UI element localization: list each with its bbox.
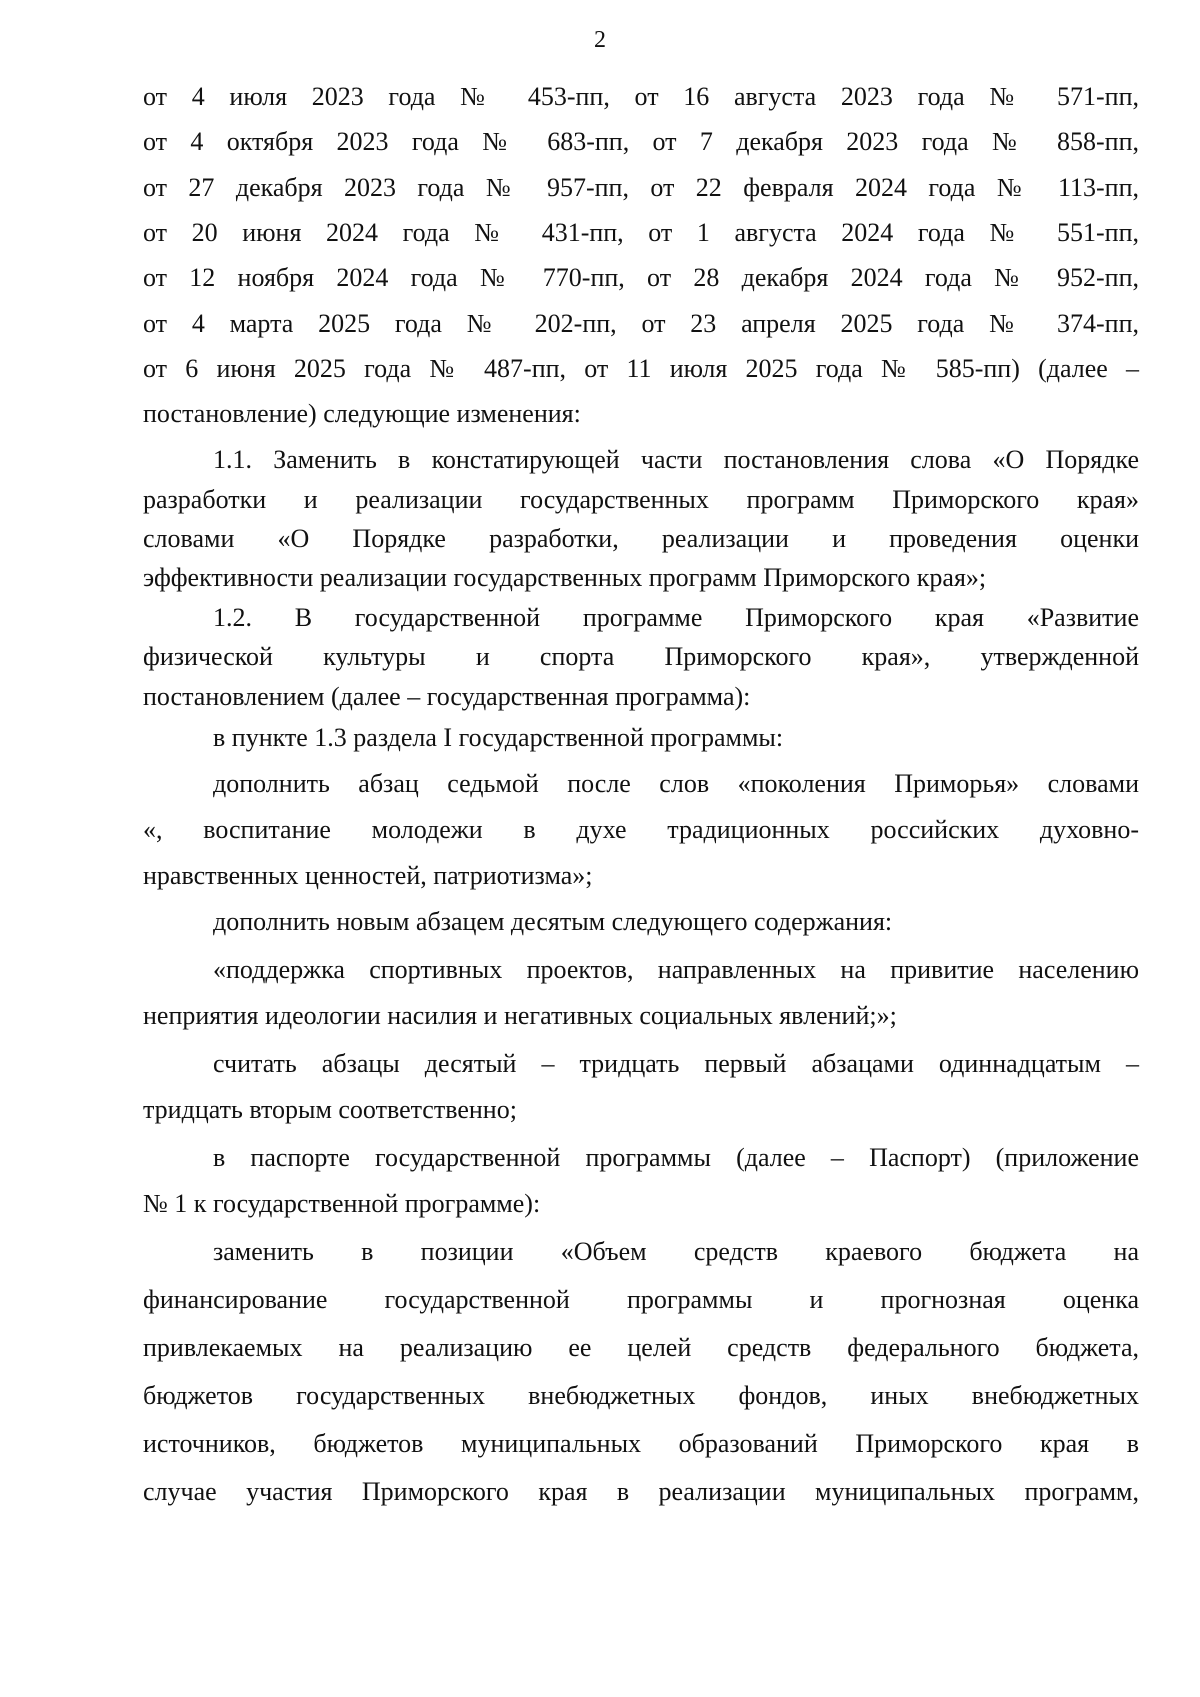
text-line: 1.1. Заменить в констатирующей части постановления слова «О Порядке — [213, 445, 1139, 474]
text-line: в паспорте государственной программы (далее – Паспорт) (приложение — [213, 1143, 1139, 1172]
text-line: от 4 июля 2023 года № 453-пп, от 16 августа 2023 года № 571-пп, — [143, 82, 1139, 111]
text-line: «поддержка спортивных проектов, направленных на привитие населению — [213, 955, 1139, 984]
text-line: эффективности реализации государственных программ Приморского края»; — [143, 563, 987, 592]
text-line: № 1 к государственной программе): — [143, 1189, 541, 1218]
text-line: от 27 декабря 2023 года № 957-пп, от 22 февраля 2024 года № 113-пп, — [143, 173, 1139, 202]
text-line: случае участия Приморского края в реализации муниципальных программ, — [143, 1477, 1139, 1506]
text-line: считать абзацы десятый – тридцать первый абзацами одиннадцатым – — [213, 1049, 1139, 1078]
text-line: от 6 июня 2025 года № 487-пп, от 11 июля 2025 года № 585-пп) (далее – — [143, 354, 1139, 383]
text-line: словами «О Порядке разработки, реализации и проведения оценки — [143, 524, 1139, 553]
text-line: привлекаемых на реализацию ее целей средств федерального бюджета, — [143, 1333, 1139, 1362]
text-line: постановление) следующие изменения: — [143, 399, 581, 428]
text-line: финансирование государственной программы и прогнозная оценка — [143, 1285, 1139, 1314]
text-line: физической культуры и спорта Приморского края», утвержденной — [143, 642, 1139, 671]
page-number: 2 — [594, 27, 606, 53]
text-line: «, воспитание молодежи в духе традиционных российских духовно- — [143, 815, 1139, 844]
text-line: от 4 марта 2025 года № 202-пп, от 23 апреля 2025 года № 374-пп, — [143, 309, 1139, 338]
text-line: разработки и реализации государственных программ Приморского края» — [143, 485, 1139, 514]
text-line: 1.2. В государственной программе Приморского края «Развитие — [213, 603, 1139, 632]
text-line: источников, бюджетов муниципальных образований Приморского края в — [143, 1429, 1139, 1458]
text-line: дополнить новым абзацем десятым следующего содержания: — [213, 907, 893, 936]
text-line: от 20 июня 2024 года № 431-пп, от 1 августа 2024 года № 551-пп, — [143, 218, 1139, 247]
text-line: от 12 ноября 2024 года № 770-пп, от 28 декабря 2024 года № 952-пп, — [143, 263, 1139, 292]
text-line: дополнить абзац седьмой после слов «поколения Приморья» словами — [213, 769, 1139, 798]
text-line: неприятия идеологии насилия и негативных социальных явлений;»; — [143, 1001, 897, 1030]
text-line: в пункте 1.3 раздела I государственной программы: — [213, 723, 784, 752]
text-line: тридцать вторым соответственно; — [143, 1095, 517, 1124]
text-line: от 4 октября 2023 года № 683-пп, от 7 декабря 2023 года № 858-пп, — [143, 127, 1139, 156]
text-line: бюджетов государственных внебюджетных фондов, иных внебюджетных — [143, 1381, 1139, 1410]
text-line: постановлением (далее – государственная программа): — [143, 682, 751, 711]
text-line: нравственных ценностей, патриотизма»; — [143, 861, 593, 890]
text-line: заменить в позиции «Объем средств краевого бюджета на — [213, 1237, 1139, 1266]
